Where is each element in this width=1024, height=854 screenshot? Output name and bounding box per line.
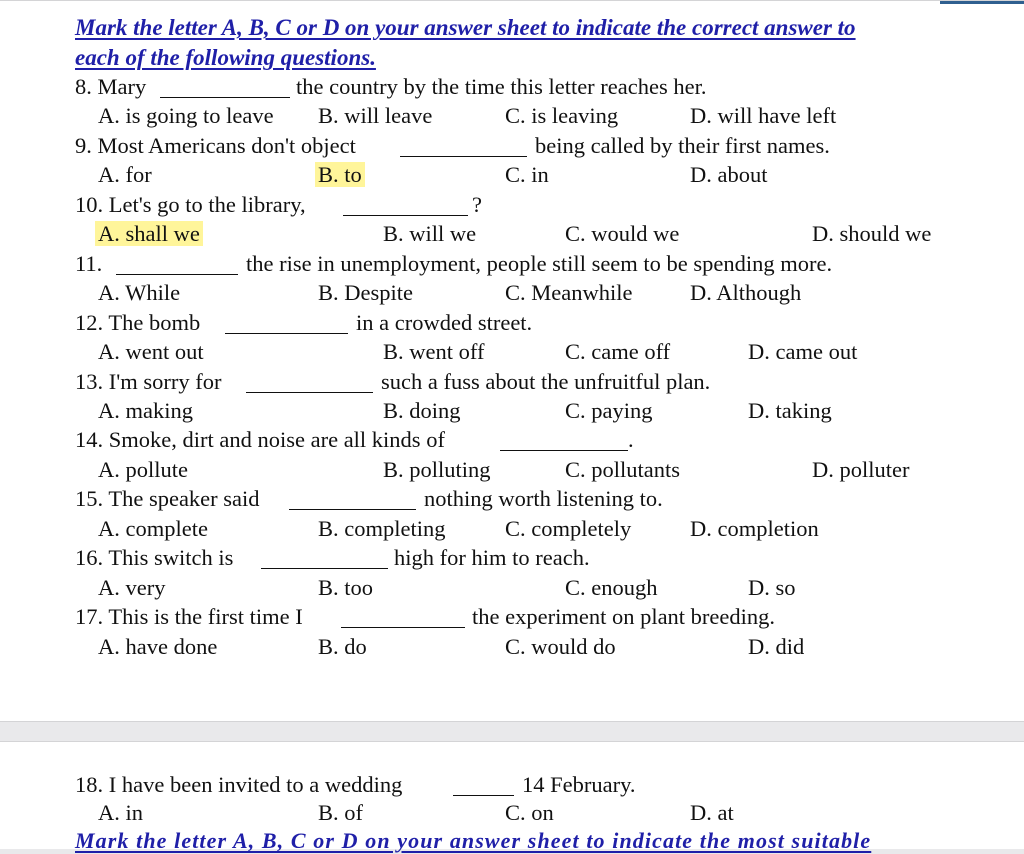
option-text: D. came out (748, 339, 858, 364)
question-16-option-c (565, 575, 658, 601)
question-17-stem-end: the experiment on plant breeding. (472, 604, 776, 629)
question-16-option-b (318, 575, 373, 601)
option-text: B. will we (383, 221, 477, 246)
option-text: A. shall we (95, 221, 203, 246)
question-15-answer-blank (289, 509, 416, 510)
question-18-option-c (505, 800, 554, 826)
question-14-stem-end: . (628, 427, 634, 452)
question-15-option-c (505, 516, 631, 542)
option-text: B. doing (383, 398, 461, 423)
question-15-option-d (690, 516, 819, 542)
option-text: B. polluting (383, 457, 491, 482)
option-text: A. pollute (98, 457, 188, 482)
question-8-option-a (98, 103, 274, 129)
top-accent-line (940, 1, 1024, 4)
question-17-option-d (748, 634, 804, 660)
option-text: D. polluter (812, 457, 910, 482)
question-11-stem-start: 11. (75, 251, 103, 276)
question-14-option-b (383, 457, 491, 483)
question-18-stem-end: 14 February. (522, 772, 636, 797)
question-10-stem-end: ? (472, 192, 482, 217)
question-10-option-a (98, 221, 203, 247)
question-13-option-d (748, 398, 832, 424)
question-16-stem-end: high for him to reach. (394, 545, 590, 570)
question-15-stem-end: nothing worth listening to. (424, 486, 663, 511)
question-10-answer-blank (343, 215, 468, 216)
question-14-option-a (98, 457, 188, 483)
option-text: C. came off (565, 339, 671, 364)
option-text: C. is leaving (505, 103, 619, 128)
option-text: C. would do (505, 634, 616, 659)
document-page-2 (0, 741, 1024, 853)
question-14-option-c (565, 457, 680, 483)
question-15-option-a (98, 516, 208, 542)
question-10-option-b (383, 221, 476, 247)
option-text: B. to (315, 162, 365, 187)
question-12-stem-end: in a crowded street. (356, 310, 533, 335)
question-12-option-a (98, 339, 204, 365)
option-text: D. Although (690, 280, 802, 305)
question-17-option-c (505, 634, 616, 660)
question-18-answer-blank (453, 795, 514, 796)
option-text: B. will leave (318, 103, 433, 128)
option-text: C. pollutants (565, 457, 681, 482)
question-17-stem-start: 17. This is the first time I (75, 604, 303, 629)
question-12-option-b (383, 339, 484, 365)
question-8-option-b (318, 103, 432, 129)
question-8-stem-start: 8. Mary (75, 74, 147, 99)
question-11-option-b (318, 280, 413, 306)
option-text: A. went out (98, 339, 204, 364)
question-11-answer-blank (116, 274, 238, 275)
question-9-stem-start: 9. Most Americans don't object (75, 133, 356, 158)
question-8-option-c (505, 103, 618, 129)
question-18-option-d (690, 800, 734, 826)
option-text: B. too (318, 575, 374, 600)
question-9-answer-blank (400, 156, 527, 157)
question-17-answer-blank (341, 627, 465, 628)
question-14-answer-blank (500, 450, 628, 451)
question-13-option-b (383, 398, 461, 424)
question-16-stem-start: 16. This switch is (75, 545, 234, 570)
option-text: C. Meanwhile (505, 280, 633, 305)
question-9-option-c (505, 162, 549, 188)
question-9-option-d (690, 162, 768, 188)
section-heading-line-1: Mark the letter A, B, C or D on your answer sheet to indicate the correct answer to (75, 15, 856, 40)
question-10-option-d (812, 221, 931, 247)
question-15-option-b (318, 516, 446, 542)
question-11-option-c (505, 280, 632, 306)
question-13-answer-blank (246, 392, 373, 393)
question-8-answer-blank (160, 97, 290, 98)
question-16-answer-blank (261, 568, 388, 569)
option-text: D. at (690, 800, 734, 825)
question-18-stem-start: 18. I have been invited to a wedding (75, 772, 403, 797)
next-section-heading: Mark the letter A, B, C or D on your answer sheet to indicate the most suitable (75, 828, 872, 853)
question-16-option-d (748, 575, 796, 601)
question-11-option-a (98, 280, 180, 306)
question-12-stem-start: 12. The bomb (75, 310, 201, 335)
question-13-option-c (565, 398, 653, 424)
question-12-answer-blank (225, 333, 348, 334)
question-17-option-a (98, 634, 217, 660)
question-13-stem-end: such a fuss about the unfruitful plan. (381, 369, 711, 394)
question-11-stem-end: the rise in unemployment, people still seem to be spending more. (246, 251, 833, 276)
question-11-option-d (690, 280, 801, 306)
question-10-option-c (565, 221, 679, 247)
question-18-option-a (98, 800, 143, 826)
option-text: C. enough (565, 575, 658, 600)
option-text: A. very (98, 575, 166, 600)
option-text: D. completion (690, 516, 819, 541)
option-text: D. did (748, 634, 805, 659)
question-9-option-b (318, 162, 365, 188)
option-text: B. completing (318, 516, 446, 541)
option-text: D. about (690, 162, 768, 187)
question-14-option-d (812, 457, 909, 483)
question-12-option-c (565, 339, 670, 365)
option-text: A. is going to leave (98, 103, 274, 128)
option-text: C. in (505, 162, 549, 187)
option-text: A. in (98, 800, 143, 825)
option-text: B. of (318, 800, 363, 825)
option-text: C. completely (505, 516, 632, 541)
question-14-stem-start: 14. Smoke, dirt and noise are all kinds of (75, 427, 445, 452)
question-9-stem-end: being called by their first names. (535, 133, 830, 158)
option-text: A. complete (98, 516, 208, 541)
question-9-option-a (98, 162, 152, 188)
option-text: A. have done (98, 634, 218, 659)
option-text: B. Despite (318, 280, 413, 305)
option-text: B. went off (383, 339, 485, 364)
question-12-option-d (748, 339, 857, 365)
option-text: D. taking (748, 398, 832, 423)
option-text: C. would we (565, 221, 680, 246)
question-15-stem-start: 15. The speaker said (75, 486, 260, 511)
question-13-stem-start: 13. I'm sorry for (75, 369, 222, 394)
option-text: A. making (98, 398, 193, 423)
question-18-option-b (318, 800, 363, 826)
question-13-option-a (98, 398, 193, 424)
option-text: A. While (98, 280, 181, 305)
question-8-stem-end: the country by the time this letter reaches her. (296, 74, 707, 99)
option-text: D. will have left (690, 103, 837, 128)
option-text: A. for (98, 162, 152, 187)
question-10-stem-start: 10. Let's go to the library, (75, 192, 306, 217)
option-text: B. do (318, 634, 367, 659)
option-text: C. on (505, 800, 554, 825)
section-heading-line-2: each of the following questions. (75, 45, 376, 70)
question-17-option-b (318, 634, 367, 660)
question-16-option-a (98, 575, 165, 601)
option-text: D. should we (812, 221, 932, 246)
option-text: C. paying (565, 398, 653, 423)
question-8-option-d (690, 103, 836, 129)
option-text: D. so (748, 575, 796, 600)
